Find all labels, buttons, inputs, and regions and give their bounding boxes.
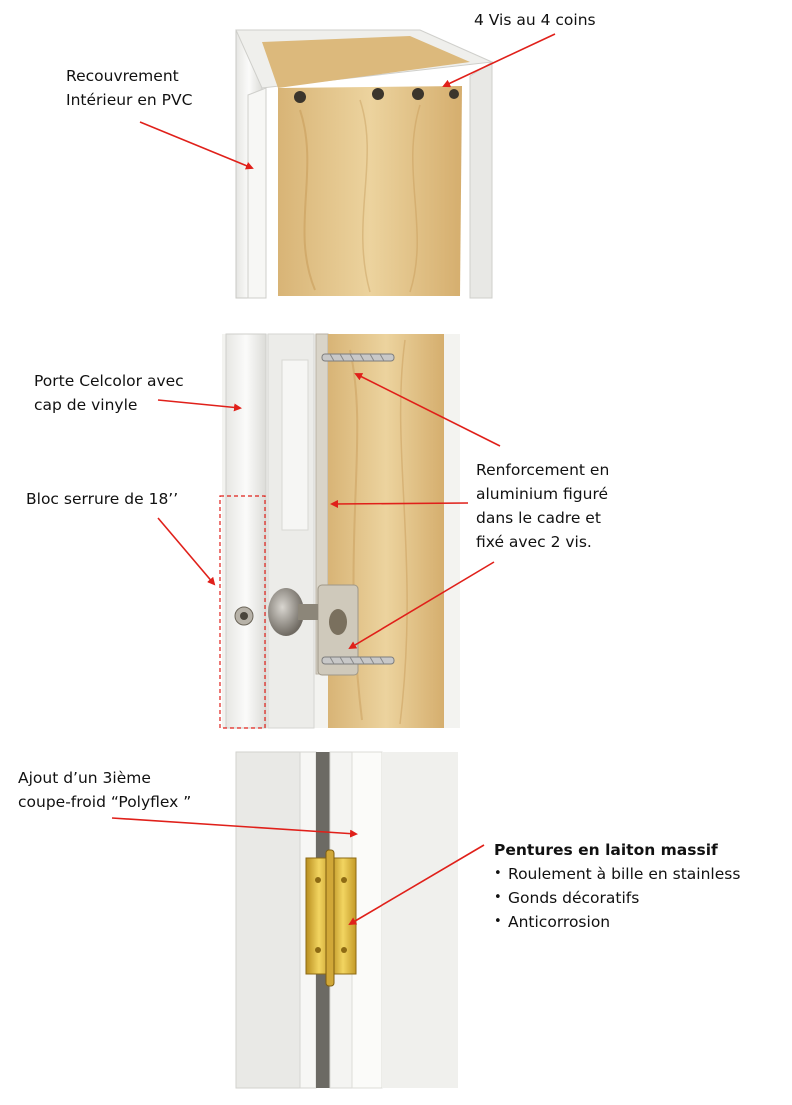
hinge-feature-item: • Gonds décoratifs — [494, 886, 740, 910]
arrow-reinforcement-mid — [332, 503, 468, 504]
label-screws-corners: 4 Vis au 4 coins — [474, 11, 596, 29]
photo-lock-area — [220, 334, 460, 728]
hinge-title: Pentures en laiton massif — [494, 841, 718, 859]
hinge-feature-item: • Anticorrosion — [494, 910, 740, 934]
label-lock-block: Bloc serrure de 18’’ — [26, 490, 179, 508]
label-pvc-covering: Recouvrement Intérieur en PVC — [66, 67, 193, 109]
hinge-feature-item: • Roulement à bille en stainless — [494, 862, 740, 886]
hinge-feature-list — [494, 862, 740, 934]
photo-top-corner — [236, 30, 492, 298]
label-weatherstrip: Ajout d’un 3ième coupe-froid “Polyflex ” — [18, 769, 192, 811]
photo-hinge-area — [236, 752, 458, 1088]
arrow-lock-block — [158, 518, 214, 584]
hinge-icon — [306, 850, 356, 986]
label-celcolor-door: Porte Celcolor avec cap de vinyle — [34, 372, 184, 414]
label-aluminium-reinforcement: Renforcement en aluminium figuré dans le cadre et fixé avec 2 vis. — [476, 461, 610, 551]
arrow-pvc — [140, 122, 252, 168]
hinge-features-block — [494, 838, 740, 934]
